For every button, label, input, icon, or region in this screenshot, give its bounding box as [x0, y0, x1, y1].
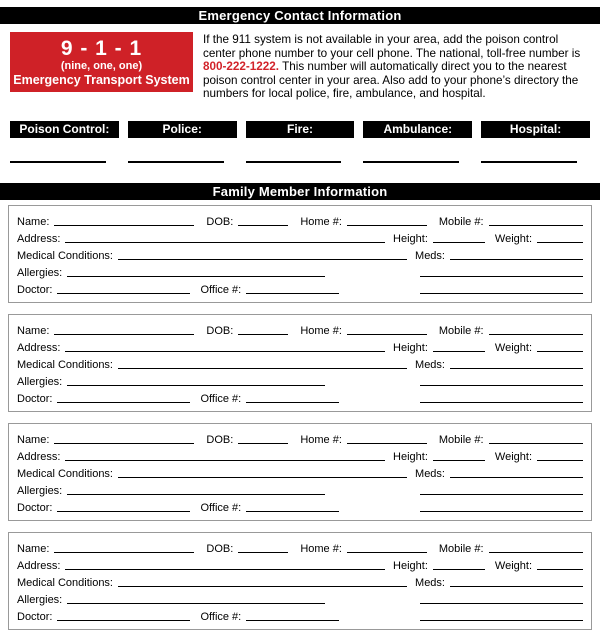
weight-write-line	[537, 460, 583, 461]
dob-write-line	[238, 443, 288, 444]
address-row	[17, 446, 583, 463]
height-label: Height:	[393, 341, 428, 354]
home-phone-write-line	[347, 443, 427, 444]
doctor-write-line	[57, 620, 190, 621]
office-phone-write-line	[246, 402, 339, 403]
allergies-row	[17, 480, 583, 497]
family-member-block	[8, 423, 592, 521]
address-write-line	[65, 351, 385, 352]
dob-label: DOB:	[206, 542, 234, 555]
weight-write-line	[537, 351, 583, 352]
911-caption: Emergency Transport System	[13, 72, 190, 87]
address-label: Address:	[17, 559, 61, 572]
allergies-label: Allergies:	[17, 375, 63, 388]
name-label: Name:	[17, 433, 50, 446]
weight-write-line	[537, 242, 583, 243]
medical-conditions-write-line	[118, 477, 407, 478]
meds-continued-line-2	[420, 620, 583, 621]
meds-label: Meds:	[415, 467, 445, 480]
address-row	[17, 555, 583, 572]
doctor-label: Doctor:	[17, 392, 53, 405]
name-write-line	[54, 225, 194, 226]
weight-label: Weight:	[494, 450, 532, 463]
poison-control-write-line	[10, 161, 119, 164]
meds-continued-line	[420, 276, 583, 277]
medical-conditions-row	[17, 354, 583, 371]
height-label: Height:	[393, 450, 428, 463]
meds-label: Meds:	[415, 358, 445, 371]
allergies-write-line	[67, 603, 189, 604]
meds-write-line	[450, 259, 583, 260]
home-phone-label: Home #:	[300, 324, 342, 337]
911-words: (nine, one, one)	[60, 59, 143, 72]
address-row	[17, 228, 583, 245]
medical-conditions-continued-line	[189, 603, 325, 604]
address-write-line	[65, 242, 385, 243]
medical-conditions-row	[17, 463, 583, 480]
meds-continued-line-2	[420, 402, 583, 403]
family-blocks	[8, 205, 592, 630]
ambulance-write-line	[363, 161, 472, 164]
home-phone-write-line	[347, 334, 427, 335]
mobile-phone-label: Mobile #:	[438, 433, 484, 446]
intro-text-before: If the 911 system is not available in your area, add the poison control center phone number to your cell phone. The national, toll-free number is	[203, 33, 581, 60]
height-write-line	[433, 351, 485, 352]
name-write-line	[54, 334, 194, 335]
911-number: 9 - 1 - 1	[60, 36, 143, 60]
doctor-row	[17, 388, 583, 405]
medical-conditions-write-line	[118, 586, 407, 587]
address-write-line	[65, 460, 385, 461]
medical-conditions-label: Medical Conditions:	[17, 576, 113, 589]
mobile-phone-label: Mobile #:	[438, 542, 484, 555]
mobile-phone-label: Mobile #:	[438, 215, 484, 228]
allergies-label: Allergies:	[17, 593, 63, 606]
name-write-line	[54, 443, 194, 444]
mobile-phone-write-line	[489, 443, 583, 444]
allergies-write-line	[67, 385, 189, 386]
meds-continued-line	[420, 494, 583, 495]
doctor-row	[17, 497, 583, 514]
name-label: Name:	[17, 324, 50, 337]
allergies-row	[17, 589, 583, 606]
family-member-block	[8, 205, 592, 303]
office-phone-write-line	[246, 620, 339, 621]
contact-label-row	[10, 121, 590, 138]
meds-write-line	[450, 368, 583, 369]
name-label: Name:	[17, 215, 50, 228]
poison-control-phone-number: 800-222-1222.	[203, 60, 280, 73]
doctor-label: Doctor:	[17, 610, 53, 623]
allergies-write-line	[67, 276, 189, 277]
address-row	[17, 337, 583, 354]
height-write-line	[433, 242, 485, 243]
doctor-write-line	[57, 293, 190, 294]
home-phone-write-line	[347, 225, 427, 226]
medical-conditions-continued-line	[189, 494, 325, 495]
911-badge	[10, 32, 193, 92]
meds-write-line	[450, 586, 583, 587]
allergies-label: Allergies:	[17, 484, 63, 497]
weight-label: Weight:	[494, 232, 532, 245]
name-row	[17, 211, 583, 228]
intro-section	[10, 32, 592, 101]
dob-write-line	[238, 225, 288, 226]
family-member-block	[8, 314, 592, 412]
height-write-line	[433, 569, 485, 570]
doctor-label: Doctor:	[17, 283, 53, 296]
doctor-row	[17, 606, 583, 623]
office-phone-label: Office #:	[200, 283, 242, 296]
home-phone-label: Home #:	[300, 542, 342, 555]
name-label: Name:	[17, 542, 50, 555]
doctor-write-line	[57, 402, 190, 403]
medical-conditions-label: Medical Conditions:	[17, 467, 113, 480]
office-phone-label: Office #:	[200, 610, 242, 623]
mobile-phone-write-line	[489, 334, 583, 335]
police-write-line	[128, 161, 237, 164]
weight-label: Weight:	[494, 559, 532, 572]
meds-continued-line	[420, 603, 583, 604]
office-phone-write-line	[246, 293, 339, 294]
meds-continued-line	[420, 385, 583, 386]
allergies-row	[17, 262, 583, 279]
doctor-row	[17, 279, 583, 296]
home-phone-write-line	[347, 552, 427, 553]
office-phone-label: Office #:	[200, 501, 242, 514]
address-label: Address:	[17, 341, 61, 354]
doctor-label: Doctor:	[17, 501, 53, 514]
address-label: Address:	[17, 232, 61, 245]
allergies-row	[17, 371, 583, 388]
meds-label: Meds:	[415, 249, 445, 262]
family-member-header-bar: Family Member Information	[0, 183, 600, 200]
medical-conditions-row	[17, 245, 583, 262]
intro-paragraph	[203, 32, 592, 101]
medical-conditions-row	[17, 572, 583, 589]
contact-box-ambulance: Ambulance:	[363, 121, 472, 138]
allergies-write-line	[67, 494, 189, 495]
weight-write-line	[537, 569, 583, 570]
name-row	[17, 538, 583, 555]
dob-label: DOB:	[206, 433, 234, 446]
home-phone-label: Home #:	[300, 433, 342, 446]
dob-write-line	[238, 552, 288, 553]
weight-label: Weight:	[494, 341, 532, 354]
contact-write-line-row	[10, 161, 590, 164]
meds-label: Meds:	[415, 576, 445, 589]
medical-conditions-label: Medical Conditions:	[17, 358, 113, 371]
allergies-label: Allergies:	[17, 266, 63, 279]
dob-label: DOB:	[206, 215, 234, 228]
name-write-line	[54, 552, 194, 553]
medical-conditions-write-line	[118, 368, 407, 369]
height-write-line	[433, 460, 485, 461]
mobile-phone-write-line	[489, 225, 583, 226]
family-member-block	[8, 532, 592, 630]
medical-conditions-continued-line	[189, 385, 325, 386]
height-label: Height:	[393, 232, 428, 245]
contact-box-police: Police:	[128, 121, 237, 138]
dob-write-line	[238, 334, 288, 335]
height-label: Height:	[393, 559, 428, 572]
meds-write-line	[450, 477, 583, 478]
dob-label: DOB:	[206, 324, 234, 337]
name-row	[17, 320, 583, 337]
doctor-write-line	[57, 511, 190, 512]
home-phone-label: Home #:	[300, 215, 342, 228]
meds-continued-line-2	[420, 511, 583, 512]
office-phone-label: Office #:	[200, 392, 242, 405]
name-row	[17, 429, 583, 446]
medical-conditions-write-line	[118, 259, 407, 260]
hospital-write-line	[481, 161, 590, 164]
intro-text-after: This number will automatically direct you to the nearest poison control center in your area. Also add to your phone’s directory the numbers for local police, fire, ambulance, and hospital.	[203, 60, 579, 100]
meds-continued-line-2	[420, 293, 583, 294]
address-write-line	[65, 569, 385, 570]
contact-box-hospital: Hospital:	[481, 121, 590, 138]
mobile-phone-label: Mobile #:	[438, 324, 484, 337]
contact-box-fire: Fire:	[246, 121, 355, 138]
mobile-phone-write-line	[489, 552, 583, 553]
fire-write-line	[246, 161, 355, 164]
medical-conditions-continued-line	[189, 276, 325, 277]
emergency-contact-header-bar: Emergency Contact Information	[0, 7, 600, 24]
contact-box-poison-control: Poison Control:	[10, 121, 119, 138]
medical-conditions-label: Medical Conditions:	[17, 249, 113, 262]
office-phone-write-line	[246, 511, 339, 512]
address-label: Address:	[17, 450, 61, 463]
